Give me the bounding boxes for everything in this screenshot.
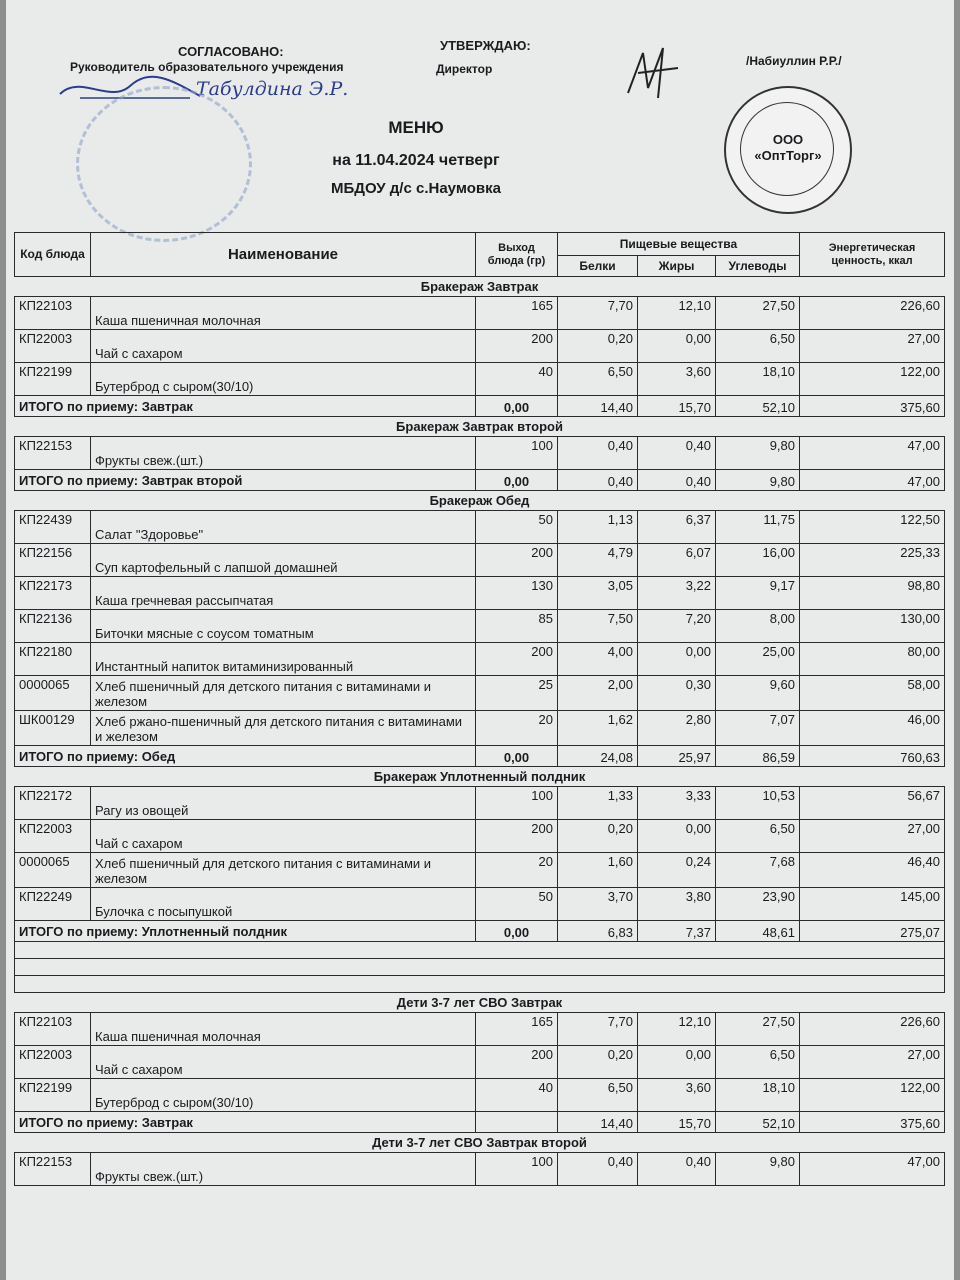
energy-value: 130,00 bbox=[800, 610, 945, 643]
energy-value: 122,00 bbox=[800, 363, 945, 396]
section-header bbox=[15, 993, 945, 1013]
table-row bbox=[15, 853, 945, 888]
protein-value: 3,70 bbox=[558, 888, 638, 921]
col-yield: Выход блюда (гр) bbox=[476, 233, 558, 277]
energy-value: 145,00 bbox=[800, 888, 945, 921]
section-title: Бракераж Уплотненный полдник bbox=[15, 767, 945, 787]
yield-value: 165 bbox=[476, 297, 558, 330]
energy-value: 56,67 bbox=[800, 787, 945, 820]
yield-value: 200 bbox=[476, 544, 558, 577]
protein-value: 7,70 bbox=[558, 297, 638, 330]
yield-value bbox=[476, 1112, 558, 1133]
section-header bbox=[15, 491, 945, 511]
table-row bbox=[15, 643, 945, 676]
carbs-value: 18,10 bbox=[716, 363, 800, 396]
fat-value: 12,10 bbox=[638, 297, 716, 330]
dish-name: Чай с сахаром bbox=[91, 330, 476, 363]
yield-value: 130 bbox=[476, 577, 558, 610]
yield-value: 0,00 bbox=[476, 470, 558, 491]
yield-value: 20 bbox=[476, 711, 558, 746]
table-row bbox=[15, 610, 945, 643]
energy-value: 80,00 bbox=[800, 643, 945, 676]
energy-value: 375,60 bbox=[800, 1112, 945, 1133]
carbs-value: 9,80 bbox=[716, 1153, 800, 1186]
table-row bbox=[15, 888, 945, 921]
yield-value: 200 bbox=[476, 643, 558, 676]
energy-value: 27,00 bbox=[800, 820, 945, 853]
dish-code: КП22103 bbox=[15, 1013, 91, 1046]
empty-row bbox=[15, 976, 945, 993]
protein-value: 0,40 bbox=[558, 437, 638, 470]
energy-value: 122,50 bbox=[800, 511, 945, 544]
confirm-role: Директор bbox=[436, 62, 493, 76]
table-cell bbox=[15, 976, 945, 993]
protein-value: 0,40 bbox=[558, 470, 638, 491]
energy-value: 58,00 bbox=[800, 676, 945, 711]
fat-value: 0,00 bbox=[638, 1046, 716, 1079]
section-header bbox=[15, 767, 945, 787]
table-cell bbox=[15, 959, 945, 976]
empty-row bbox=[15, 959, 945, 976]
table-row bbox=[15, 577, 945, 610]
protein-value: 24,08 bbox=[558, 746, 638, 767]
approved-label: СОГЛАСОВАНО: bbox=[178, 44, 284, 59]
fat-value: 7,20 bbox=[638, 610, 716, 643]
dish-name: Каша пшеничная молочная bbox=[91, 297, 476, 330]
menu-table bbox=[14, 232, 945, 1186]
carbs-value: 52,10 bbox=[716, 396, 800, 417]
dish-name: Суп картофельный с лапшой домашней bbox=[91, 544, 476, 577]
carbs-value: 8,00 bbox=[716, 610, 800, 643]
section-title: Бракераж Завтрак bbox=[15, 277, 945, 297]
section-title: Бракераж Обед bbox=[15, 491, 945, 511]
document-page bbox=[6, 0, 954, 1280]
carbs-value: 7,07 bbox=[716, 711, 800, 746]
total-label: ИТОГО по приему: Уплотненный полдник bbox=[15, 921, 476, 942]
protein-value: 1,60 bbox=[558, 853, 638, 888]
col-code: Код блюда bbox=[15, 233, 91, 277]
dish-code: КП22103 bbox=[15, 297, 91, 330]
protein-value: 7,70 bbox=[558, 1013, 638, 1046]
dish-code: КП22003 bbox=[15, 1046, 91, 1079]
dish-code: КП22172 bbox=[15, 787, 91, 820]
total-row bbox=[15, 470, 945, 491]
protein-value: 1,13 bbox=[558, 511, 638, 544]
dish-name: Каша гречневая рассыпчатая bbox=[91, 577, 476, 610]
carbs-value: 27,50 bbox=[716, 297, 800, 330]
protein-value: 3,05 bbox=[558, 577, 638, 610]
yield-value: 165 bbox=[476, 1013, 558, 1046]
dish-code: 0000065 bbox=[15, 676, 91, 711]
confirm-name: /Набиуллин Р.Р./ bbox=[746, 54, 842, 68]
energy-value: 275,07 bbox=[800, 921, 945, 942]
carbs-value: 18,10 bbox=[716, 1079, 800, 1112]
carbs-value: 27,50 bbox=[716, 1013, 800, 1046]
total-label: ИТОГО по приему: Завтрак bbox=[15, 1112, 476, 1133]
yield-value: 0,00 bbox=[476, 746, 558, 767]
dish-name: Рагу из овощей bbox=[91, 787, 476, 820]
yield-value: 200 bbox=[476, 330, 558, 363]
dish-name: Чай с сахаром bbox=[91, 820, 476, 853]
yield-value: 50 bbox=[476, 511, 558, 544]
carbs-value: 25,00 bbox=[716, 643, 800, 676]
menu-title: МЕНЮ bbox=[388, 118, 444, 137]
dish-name: Хлеб пшеничный для детского питания с витаминами и железом bbox=[91, 676, 476, 711]
total-row bbox=[15, 921, 945, 942]
dish-name: Булочка с посыпушкой bbox=[91, 888, 476, 921]
fat-value: 6,37 bbox=[638, 511, 716, 544]
energy-value: 122,00 bbox=[800, 1079, 945, 1112]
total-label: ИТОГО по приему: Завтрак bbox=[15, 396, 476, 417]
table-row bbox=[15, 1153, 945, 1186]
dish-name: Каша пшеничная молочная bbox=[91, 1013, 476, 1046]
fat-value: 3,60 bbox=[638, 1079, 716, 1112]
carbs-value: 10,53 bbox=[716, 787, 800, 820]
yield-value: 20 bbox=[476, 853, 558, 888]
carbs-value: 9,60 bbox=[716, 676, 800, 711]
fat-value: 0,24 bbox=[638, 853, 716, 888]
table-row bbox=[15, 437, 945, 470]
col-carbs: Углеводы bbox=[716, 256, 800, 277]
table-row bbox=[15, 711, 945, 746]
dish-name: Биточки мясные с соусом томатным bbox=[91, 610, 476, 643]
energy-value: 760,63 bbox=[800, 746, 945, 767]
dish-code: КП22439 bbox=[15, 511, 91, 544]
fat-value: 0,40 bbox=[638, 437, 716, 470]
fat-value: 15,70 bbox=[638, 1112, 716, 1133]
fat-value: 0,40 bbox=[638, 1153, 716, 1186]
menu-date: на 11.04.2024 четверг bbox=[332, 152, 500, 169]
protein-value: 14,40 bbox=[558, 396, 638, 417]
section-title: Дети 3-7 лет СВО Завтрак bbox=[15, 993, 945, 1013]
yield-value: 100 bbox=[476, 1153, 558, 1186]
fat-value: 3,22 bbox=[638, 577, 716, 610]
dish-code: ШК00129 bbox=[15, 711, 91, 746]
protein-value: 7,50 bbox=[558, 610, 638, 643]
protein-value: 6,50 bbox=[558, 363, 638, 396]
table-row bbox=[15, 511, 945, 544]
fat-value: 15,70 bbox=[638, 396, 716, 417]
fat-value: 0,00 bbox=[638, 330, 716, 363]
section-header bbox=[15, 417, 945, 437]
director-signature bbox=[618, 38, 688, 108]
energy-value: 98,80 bbox=[800, 577, 945, 610]
table-row bbox=[15, 297, 945, 330]
carbs-value: 16,00 bbox=[716, 544, 800, 577]
protein-value: 4,00 bbox=[558, 643, 638, 676]
fat-value: 0,00 bbox=[638, 820, 716, 853]
empty-row bbox=[15, 942, 945, 959]
dish-code: КП22199 bbox=[15, 1079, 91, 1112]
dish-code: КП22249 bbox=[15, 888, 91, 921]
section-title: Бракераж Завтрак второй bbox=[15, 417, 945, 437]
energy-value: 27,00 bbox=[800, 1046, 945, 1079]
table-row bbox=[15, 544, 945, 577]
protein-value: 4,79 bbox=[558, 544, 638, 577]
dish-code: 0000065 bbox=[15, 853, 91, 888]
dish-code: КП22180 bbox=[15, 643, 91, 676]
fat-value: 3,60 bbox=[638, 363, 716, 396]
dish-name: Инстантный напиток витаминизированный bbox=[91, 643, 476, 676]
col-nutrients: Пищевые вещества bbox=[558, 233, 800, 256]
col-fat: Жиры bbox=[638, 256, 716, 277]
table-row bbox=[15, 1046, 945, 1079]
table-row bbox=[15, 1079, 945, 1112]
table-cell bbox=[15, 942, 945, 959]
dish-code: КП22136 bbox=[15, 610, 91, 643]
protein-value: 6,50 bbox=[558, 1079, 638, 1112]
protein-value: 0,20 bbox=[558, 820, 638, 853]
col-protein: Белки bbox=[558, 256, 638, 277]
protein-value: 0,40 bbox=[558, 1153, 638, 1186]
protein-value: 6,83 bbox=[558, 921, 638, 942]
total-row bbox=[15, 746, 945, 767]
energy-value: 47,00 bbox=[800, 437, 945, 470]
total-label: ИТОГО по приему: Обед bbox=[15, 746, 476, 767]
carbs-value: 23,90 bbox=[716, 888, 800, 921]
protein-value: 0,20 bbox=[558, 1046, 638, 1079]
yield-value: 0,00 bbox=[476, 396, 558, 417]
protein-value: 1,33 bbox=[558, 787, 638, 820]
carbs-value: 48,61 bbox=[716, 921, 800, 942]
yield-value: 200 bbox=[476, 1046, 558, 1079]
fat-value: 0,00 bbox=[638, 643, 716, 676]
col-energy: Энергетическая ценность, ккал bbox=[800, 233, 945, 277]
carbs-value: 9,17 bbox=[716, 577, 800, 610]
approved-signature: Табулдина Э.Р. bbox=[196, 78, 349, 100]
dish-name: Хлеб ржано-пшеничный для детского питания с витаминами и железом bbox=[91, 711, 476, 746]
approved-role: Руководитель образовательного учреждения bbox=[70, 60, 344, 74]
energy-value: 375,60 bbox=[800, 396, 945, 417]
total-label: ИТОГО по приему: Завтрак второй bbox=[15, 470, 476, 491]
energy-value: 225,33 bbox=[800, 544, 945, 577]
carbs-value: 86,59 bbox=[716, 746, 800, 767]
dish-name: Хлеб пшеничный для детского питания с витаминами и железом bbox=[91, 853, 476, 888]
yield-value: 85 bbox=[476, 610, 558, 643]
total-row bbox=[15, 396, 945, 417]
protein-value: 0,20 bbox=[558, 330, 638, 363]
yield-value: 40 bbox=[476, 1079, 558, 1112]
energy-value: 46,40 bbox=[800, 853, 945, 888]
fat-value: 25,97 bbox=[638, 746, 716, 767]
fat-value: 7,37 bbox=[638, 921, 716, 942]
energy-value: 226,60 bbox=[800, 297, 945, 330]
fat-value: 12,10 bbox=[638, 1013, 716, 1046]
dish-code: КП22153 bbox=[15, 437, 91, 470]
dish-code: КП22173 bbox=[15, 577, 91, 610]
table-row bbox=[15, 676, 945, 711]
energy-value: 27,00 bbox=[800, 330, 945, 363]
table-header-row bbox=[15, 233, 945, 256]
fat-value: 0,30 bbox=[638, 676, 716, 711]
table-row bbox=[15, 363, 945, 396]
yield-value: 25 bbox=[476, 676, 558, 711]
yield-value: 100 bbox=[476, 787, 558, 820]
dish-name: Фрукты свеж.(шт.) bbox=[91, 437, 476, 470]
carbs-value: 11,75 bbox=[716, 511, 800, 544]
total-row bbox=[15, 1112, 945, 1133]
carbs-value: 9,80 bbox=[716, 470, 800, 491]
menu-institution: МБДОУ д/с с.Наумовка bbox=[331, 180, 501, 197]
yield-value: 100 bbox=[476, 437, 558, 470]
section-header bbox=[15, 1133, 945, 1153]
carbs-value: 7,68 bbox=[716, 853, 800, 888]
section-header bbox=[15, 277, 945, 297]
fat-value: 2,80 bbox=[638, 711, 716, 746]
energy-value: 47,00 bbox=[800, 470, 945, 491]
company-stamp bbox=[724, 86, 852, 214]
carbs-value: 6,50 bbox=[716, 1046, 800, 1079]
dish-code: КП22153 bbox=[15, 1153, 91, 1186]
yield-value: 50 bbox=[476, 888, 558, 921]
energy-value: 46,00 bbox=[800, 711, 945, 746]
protein-value: 2,00 bbox=[558, 676, 638, 711]
carbs-value: 9,80 bbox=[716, 437, 800, 470]
table-row bbox=[15, 330, 945, 363]
protein-value: 14,40 bbox=[558, 1112, 638, 1133]
col-name: Наименование bbox=[91, 233, 476, 277]
table-row bbox=[15, 1013, 945, 1046]
dish-code: КП22003 bbox=[15, 330, 91, 363]
energy-value: 226,60 bbox=[800, 1013, 945, 1046]
fat-value: 6,07 bbox=[638, 544, 716, 577]
dish-name: Бутерброд с сыром(30/10) bbox=[91, 363, 476, 396]
dish-name: Чай с сахаром bbox=[91, 1046, 476, 1079]
round-stamp-blue bbox=[76, 86, 252, 242]
yield-value: 200 bbox=[476, 820, 558, 853]
fat-value: 0,40 bbox=[638, 470, 716, 491]
fat-value: 3,80 bbox=[638, 888, 716, 921]
company-stamp-text: ООО «ОптТорг» bbox=[754, 132, 822, 163]
dish-code: КП22003 bbox=[15, 820, 91, 853]
dish-code: КП22156 bbox=[15, 544, 91, 577]
table-row bbox=[15, 820, 945, 853]
dish-name: Салат "Здоровье" bbox=[91, 511, 476, 544]
protein-value: 1,62 bbox=[558, 711, 638, 746]
yield-value: 40 bbox=[476, 363, 558, 396]
carbs-value: 6,50 bbox=[716, 820, 800, 853]
energy-value: 47,00 bbox=[800, 1153, 945, 1186]
carbs-value: 52,10 bbox=[716, 1112, 800, 1133]
yield-value: 0,00 bbox=[476, 921, 558, 942]
fat-value: 3,33 bbox=[638, 787, 716, 820]
carbs-value: 6,50 bbox=[716, 330, 800, 363]
confirm-label: УТВЕРЖДАЮ: bbox=[440, 38, 531, 53]
table-row bbox=[15, 787, 945, 820]
dish-name: Фрукты свеж.(шт.) bbox=[91, 1153, 476, 1186]
dish-name: Бутерброд с сыром(30/10) bbox=[91, 1079, 476, 1112]
section-title: Дети 3-7 лет СВО Завтрак второй bbox=[15, 1133, 945, 1153]
dish-code: КП22199 bbox=[15, 363, 91, 396]
